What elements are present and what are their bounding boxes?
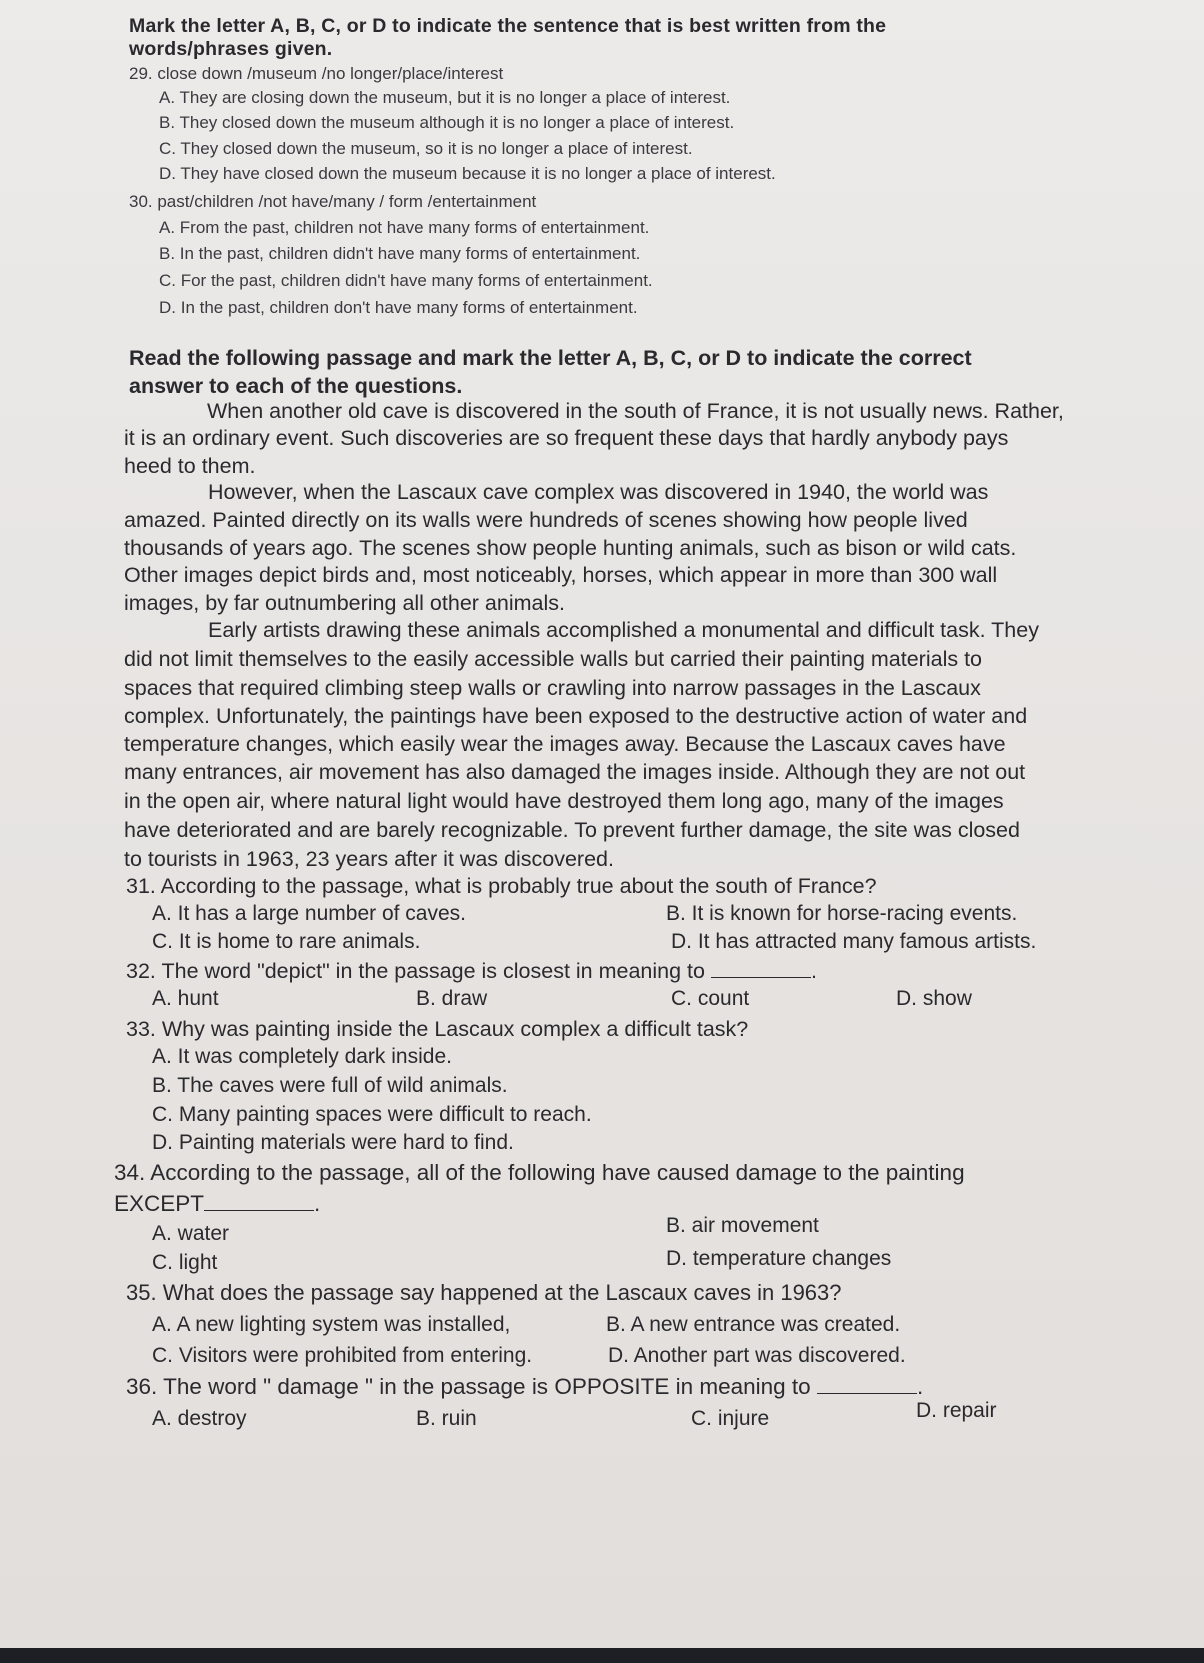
passage-line: to tourists in 1963, 23 years after it was discovered.: [124, 847, 614, 871]
q30-prompt: 30. past/children /not have/many / form /entertainment: [129, 192, 537, 211]
answer-blank: [204, 1192, 314, 1211]
q35-option-d: D. Another part was discovered.: [608, 1344, 906, 1367]
passage-line: have deteriorated and are barely recognizable. To prevent further damage, the site was closed: [124, 818, 1020, 842]
bottom-edge-shadow: [0, 1648, 1204, 1663]
q30-option-b: B. In the past, children didn't have many forms of entertainment.: [159, 244, 641, 263]
passage-line: complex. Unfortunately, the paintings have been exposed to the destructive action of water and: [124, 704, 1028, 728]
passage-line: images, by far outnumbering all other animals.: [124, 591, 565, 615]
passage-line: temperature changes, which easily wear the images away. Because the Lascaux caves have: [124, 732, 1006, 756]
q33-option-a: A. It was completely dark inside.: [152, 1045, 452, 1068]
q36-prompt-text: 36. The word " damage " in the passage is OPPOSITE in meaning to: [126, 1374, 811, 1399]
q29-option-c: C. They closed down the museum, so it is no longer a place of interest.: [159, 139, 693, 158]
q34-option-b: B. air movement: [666, 1214, 819, 1237]
passage-line: did not limit themselves to the easily accessible walls but carried their painting materials to: [124, 647, 983, 671]
q36-option-d: D. repair: [916, 1399, 997, 1422]
q34-option-c: C. light: [152, 1251, 218, 1274]
part1-instruction-line2: words/phrases given.: [129, 38, 333, 60]
answer-blank: [711, 959, 811, 978]
q36-option-c: C. injure: [691, 1407, 770, 1430]
q35-option-b: B. A new entrance was created.: [606, 1313, 901, 1336]
q29-prompt: 29. close down /museum /no longer/place/interest: [129, 64, 504, 83]
q36-option-b: B. ruin: [416, 1407, 477, 1430]
q32-option-a: A. hunt: [152, 987, 219, 1010]
q32-option-b: B. draw: [416, 987, 488, 1010]
q35-option-c: C. Visitors were prohibited from entering.: [152, 1344, 533, 1367]
q30-option-c: C. For the past, children didn't have many forms of entertainment.: [159, 271, 653, 290]
passage-line: many entrances, air movement has also damaged the images inside. Although they are not out: [124, 760, 1026, 784]
q34-prompt-line1: 34. According to the passage, all of the following have caused damage to the painting: [114, 1160, 965, 1185]
q29-option-b: B. They closed down the museum although it is no longer a place of interest.: [159, 113, 735, 132]
q32-prompt: 32. The word "depict" in the passage is closest in meaning to .: [126, 959, 817, 983]
passage-line: When another old cave is discovered in the south of France, it is not usually news. Rather,: [207, 399, 1064, 423]
answer-blank: [817, 1375, 917, 1394]
passage-line: heed to them.: [124, 454, 256, 478]
q36-prompt: 36. The word " damage " in the passage is OPPOSITE in meaning to .: [126, 1374, 924, 1399]
q34-prompt-line2: EXCEPT .: [114, 1191, 321, 1216]
q30-option-a: A. From the past, children not have many forms of entertainment.: [159, 218, 650, 237]
passage-line: thousands of years ago. The scenes show people hunting animals, such as bison or wild cats.: [124, 536, 1017, 560]
passage-line: However, when the Lascaux cave complex was discovered in 1940, the world was: [208, 480, 989, 504]
q30-option-d: D. In the past, children don't have many forms of entertainment.: [159, 298, 638, 317]
q33-prompt: 33. Why was painting inside the Lascaux complex a difficult task?: [126, 1017, 749, 1041]
q33-option-b: B. The caves were full of wild animals.: [152, 1074, 508, 1097]
q34-option-a: A. water: [152, 1222, 230, 1245]
passage-line: in the open air, where natural light would have destroyed them long ago, many of the images: [124, 789, 1004, 813]
q33-option-d: D. Painting materials were hard to find.: [152, 1131, 514, 1154]
q32-option-d: D. show: [896, 987, 972, 1010]
part2-instruction-line1: Read the following passage and mark the letter A, B, C, or D to indicate the correct: [129, 346, 972, 370]
q31-option-d: D. It has attracted many famous artists.: [671, 930, 1037, 953]
q29-option-a: A. They are closing down the museum, but it is no longer a place of interest.: [159, 88, 731, 107]
q34-prompt-except: EXCEPT: [114, 1191, 205, 1216]
q31-prompt: 31. According to the passage, what is probably true about the south of France?: [126, 874, 877, 898]
passage-line: it is an ordinary event. Such discoveries are so frequent these days that hardly anybody pays: [124, 426, 1009, 450]
part1-instruction-line1: Mark the letter A, B, C, or D to indicate the sentence that is best written from the: [129, 15, 887, 37]
passage-line: amazed. Painted directly on its walls were hundreds of scenes showing how people lived: [124, 508, 968, 532]
q31-option-c: C. It is home to rare animals.: [152, 930, 421, 953]
passage-line: Early artists drawing these animals accomplished a monumental and difficult task. They: [208, 618, 1039, 642]
q31-option-a: A. It has a large number of caves.: [152, 902, 466, 925]
q31-option-b: B. It is known for horse-racing events.: [666, 902, 1018, 925]
q36-option-a: A. destroy: [152, 1407, 247, 1430]
passage-line: spaces that required climbing steep walls or crawling into narrow passages in the Lascaux: [124, 676, 981, 700]
passage-line: Other images depict birds and, most noticeably, horses, which appear in more than 300 wall: [124, 563, 998, 587]
q29-option-d: D. They have closed down the museum because it is no longer a place of interest.: [159, 164, 776, 183]
q32-prompt-text: 32. The word "depict" in the passage is closest in meaning to: [126, 959, 705, 983]
q35-option-a: A. A new lighting system was installed,: [152, 1313, 511, 1336]
q33-option-c: C. Many painting spaces were difficult to reach.: [152, 1103, 592, 1126]
q34-option-d: D. temperature changes: [666, 1247, 892, 1270]
q35-prompt: 35. What does the passage say happened at the Lascaux caves in 1963?: [126, 1280, 842, 1305]
part2-instruction-line2: answer to each of the questions.: [129, 374, 463, 398]
q32-option-c: C. count: [671, 987, 750, 1010]
